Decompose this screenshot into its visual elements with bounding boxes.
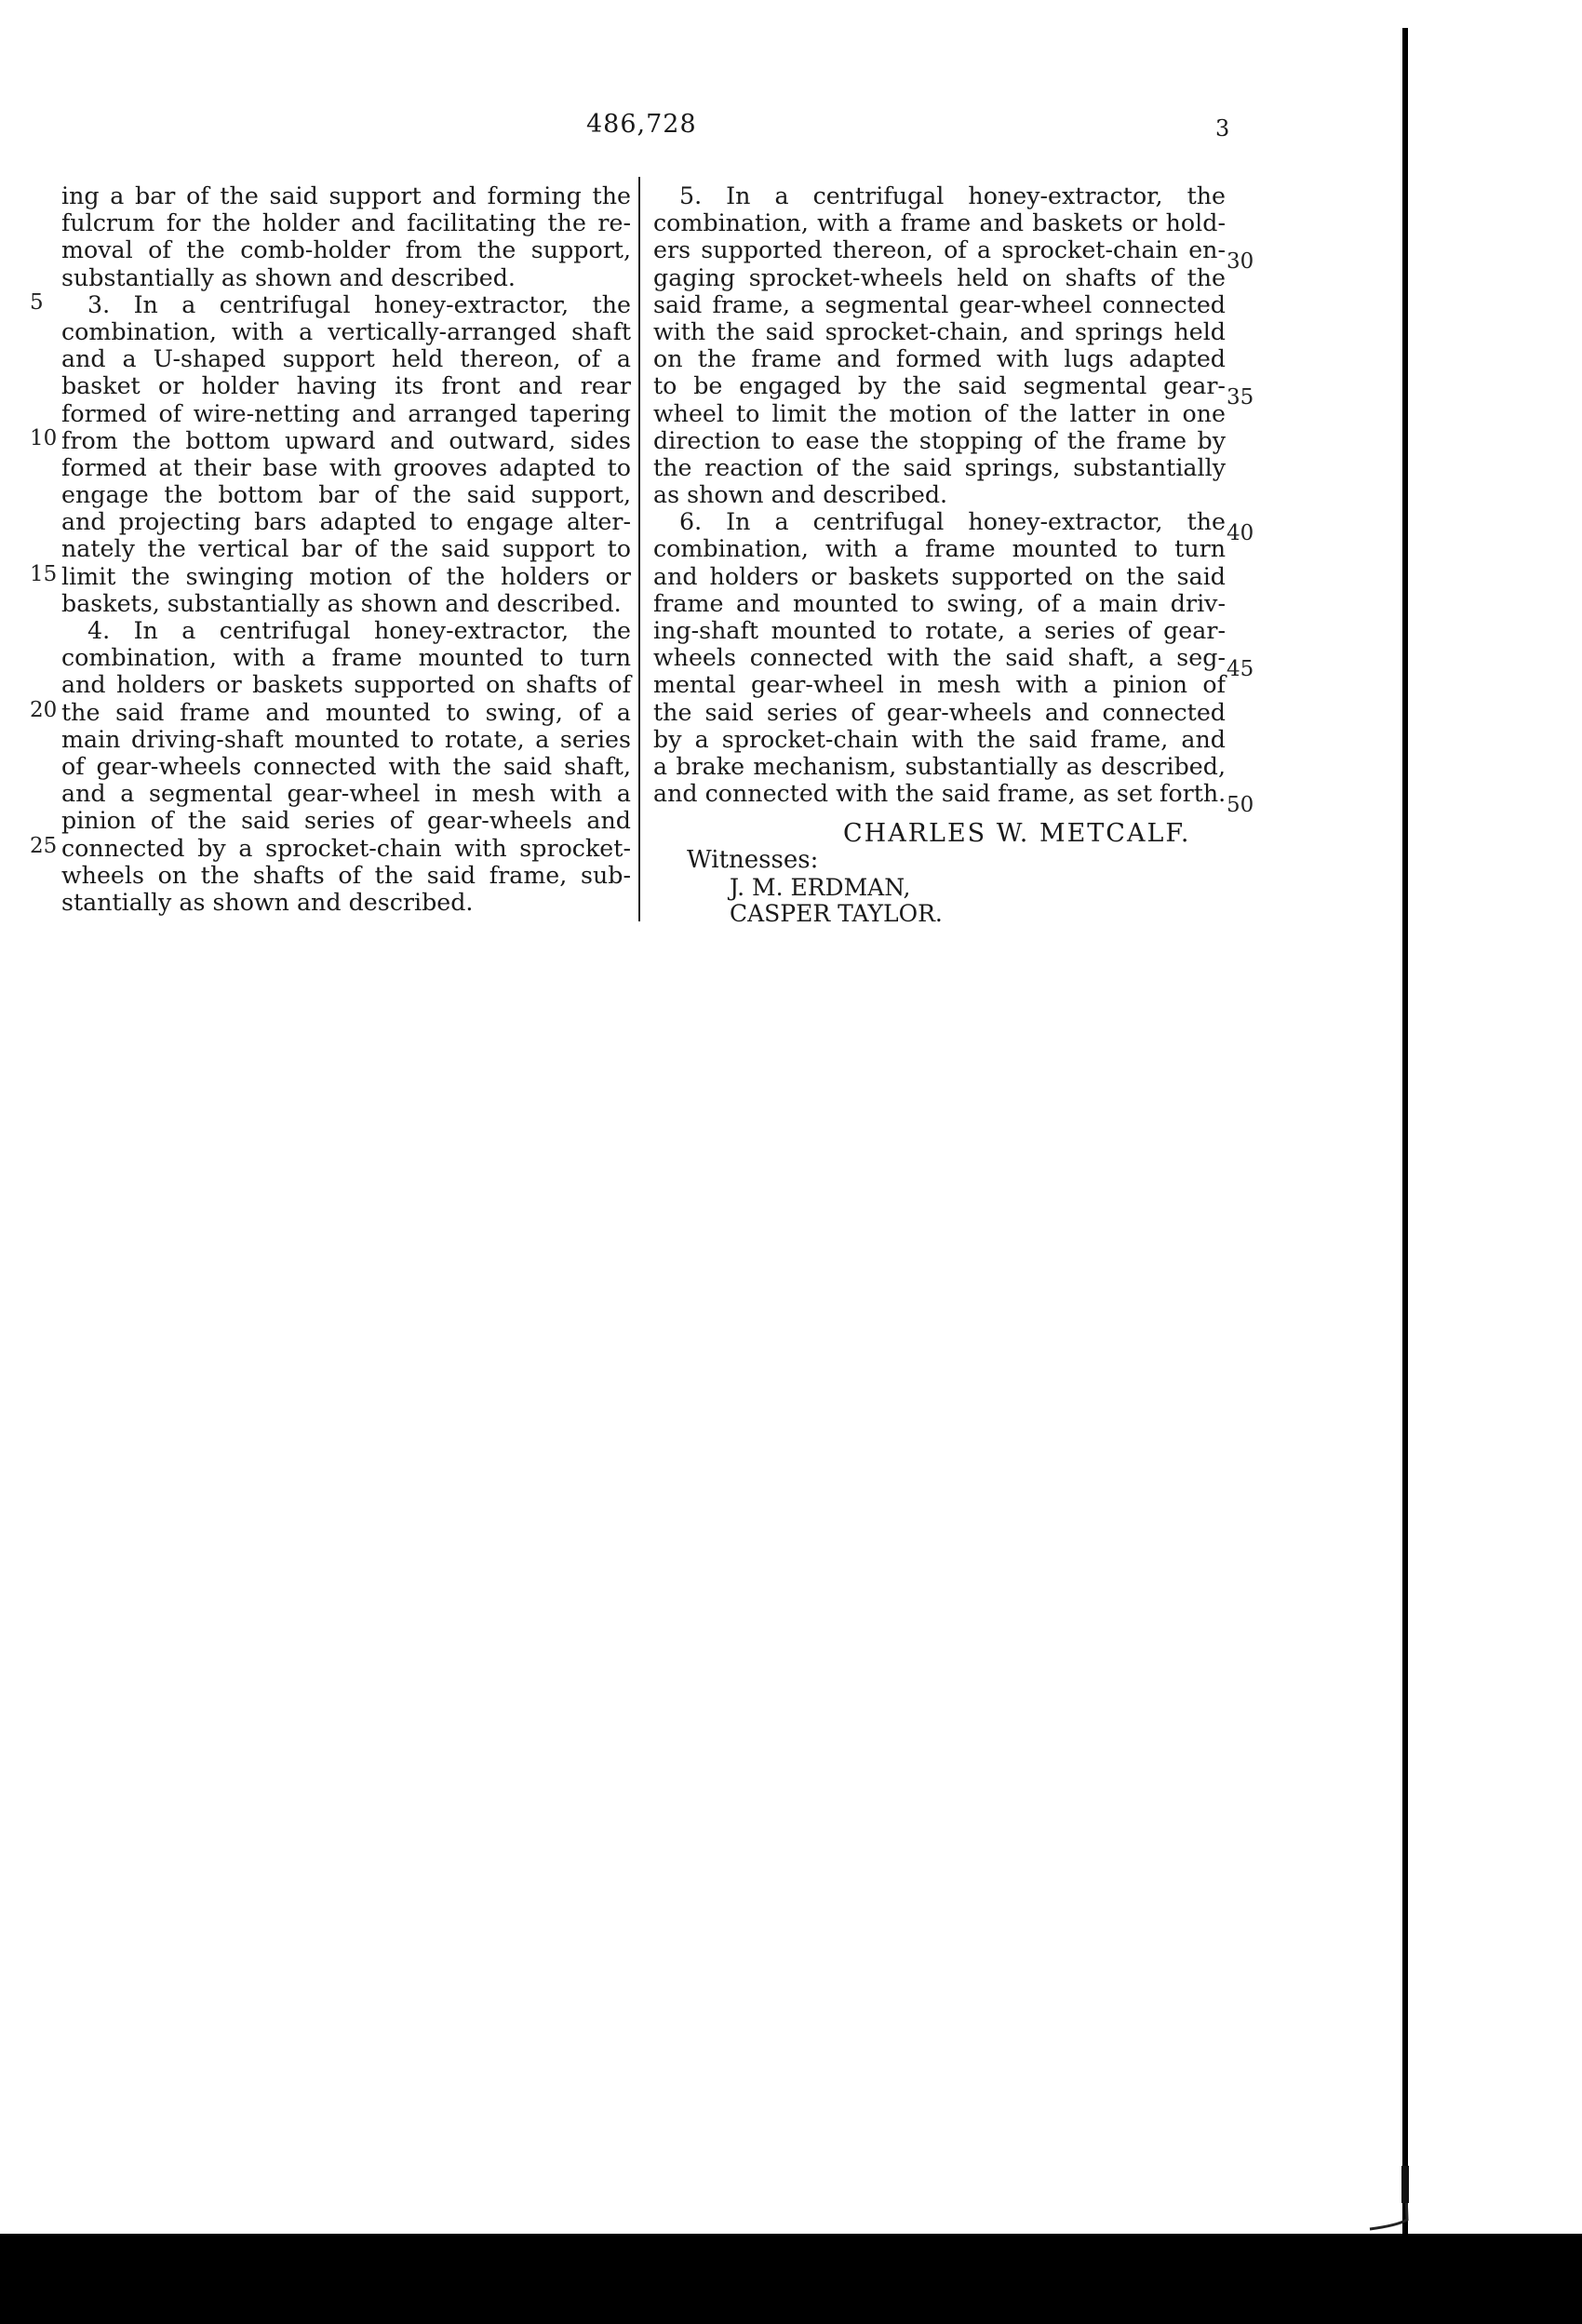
- witnesses-label: Witnesses:: [687, 846, 819, 874]
- text-line: 4. In a centrifugal honey-extractor, the: [87, 617, 631, 644]
- text-line: the reaction of the said springs, substantially: [653, 453, 1226, 481]
- scan-bottom-bar: [0, 2234, 1582, 2324]
- right-column-text: [653, 182, 1226, 807]
- text-line: stantially as shown and described.: [61, 888, 474, 916]
- text-line: and projecting bars adapted to engage alter-: [61, 508, 631, 536]
- line-number: 20: [30, 698, 58, 722]
- text-line: pinion of the said series of gear-wheels and: [61, 807, 631, 835]
- text-line: a brake mechanism, substantially as described,: [653, 752, 1226, 780]
- text-line: substantially as shown and described.: [61, 263, 516, 291]
- text-line: limit the swinging motion of the holders or: [61, 562, 631, 590]
- text-line: main driving-shaft mounted to rotate, a series: [61, 725, 631, 753]
- patent-number: 486,728: [586, 110, 697, 139]
- line-number: 50: [1227, 793, 1254, 817]
- text-line: to be engaged by the said segmental gear-: [653, 372, 1226, 400]
- text-line: ing-shaft mounted to rotate, a series of gear-: [653, 617, 1226, 644]
- text-line: and connected with the said frame, as set forth.: [653, 780, 1227, 808]
- witness-name: CASPER TAYLOR.: [730, 900, 943, 927]
- text-line: and a U-shaped support held thereon, of a: [61, 345, 631, 373]
- text-line: formed of wire-netting and arranged tapering: [61, 399, 631, 427]
- text-line: combination, with a frame mounted to turn: [653, 535, 1226, 563]
- line-number: 35: [1227, 385, 1254, 410]
- line-number: 45: [1227, 657, 1254, 681]
- text-line: formed at their base with grooves adapted to: [61, 453, 631, 481]
- text-line: wheels on the shafts of the said frame, sub-: [61, 861, 631, 889]
- text-line: and a segmental gear-wheel in mesh with a: [61, 780, 631, 808]
- text-line: wheel to limit the motion of the latter in one: [653, 399, 1226, 427]
- column-divider: [638, 177, 640, 921]
- text-line: of gear-wheels connected with the said shaft,: [61, 752, 631, 780]
- text-line: on the frame and formed with lugs adapted: [653, 345, 1226, 373]
- text-line: nately the vertical bar of the said support to: [61, 535, 631, 563]
- line-number: 30: [1227, 249, 1254, 274]
- text-line: frame and mounted to swing, of a main driv-: [653, 589, 1226, 617]
- line-number: 25: [30, 834, 58, 858]
- text-line: as shown and described.: [653, 481, 948, 509]
- text-line: and holders or baskets supported on shafts of: [61, 671, 631, 699]
- witness-name: J. M. ERDMAN,: [730, 874, 911, 901]
- scan-edge-rule: [1402, 28, 1408, 2243]
- line-number: 5: [30, 290, 44, 315]
- text-line: combination, with a frame and baskets or hold-: [653, 209, 1226, 237]
- text-line: ers supported thereon, of a sprocket-chain en-: [653, 236, 1226, 264]
- text-line: and holders or baskets supported on the said: [653, 562, 1226, 590]
- text-line: the said frame and mounted to swing, of a: [61, 698, 631, 726]
- left-column-text: [61, 182, 631, 916]
- text-line: gaging sprocket-wheels held on shafts of the: [653, 263, 1226, 291]
- text-line: wheels connected with the said shaft, a seg-: [653, 644, 1226, 672]
- text-line: from the bottom upward and outward, sides: [61, 426, 631, 454]
- text-line: 5. In a centrifugal honey-extractor, the: [679, 182, 1226, 209]
- text-line: basket or holder having its front and rear: [61, 372, 631, 400]
- text-line: combination, with a frame mounted to turn: [61, 644, 631, 672]
- page-number: 3: [1215, 115, 1230, 141]
- text-line: connected by a sprocket-chain with sprocket-: [61, 834, 631, 862]
- text-line: mental gear-wheel in mesh with a pinion of: [653, 671, 1226, 699]
- text-line: 3. In a centrifugal honey-extractor, the: [87, 290, 631, 318]
- text-line: moval of the comb-holder from the support,: [61, 236, 631, 264]
- text-line: 6. In a centrifugal honey-extractor, the: [679, 508, 1226, 536]
- page-header: [0, 110, 1582, 147]
- text-line: with the said sprocket-chain, and springs held: [653, 317, 1226, 345]
- text-line: engage the bottom bar of the said support,: [61, 481, 631, 509]
- text-line: by a sprocket-chain with the said frame, and: [653, 725, 1226, 753]
- line-number: 15: [30, 562, 58, 586]
- inventor-signature: CHARLES W. METCALF.: [843, 819, 1191, 848]
- text-line: the said series of gear-wheels and connected: [653, 698, 1226, 726]
- text-line: said frame, a segmental gear-wheel connected: [653, 290, 1226, 318]
- text-line: direction to ease the stopping of the frame by: [653, 426, 1226, 454]
- text-line: fulcrum for the holder and facilitating the re-: [61, 209, 631, 237]
- text-line: baskets, substantially as shown and described.: [61, 589, 622, 617]
- scan-corner-mark: [1361, 2164, 1416, 2234]
- line-number: 40: [1227, 521, 1254, 545]
- text-line: ing a bar of the said support and forming the: [61, 182, 631, 209]
- text-line: combination, with a vertically-arranged shaft: [61, 317, 631, 345]
- line-number: 10: [30, 426, 58, 450]
